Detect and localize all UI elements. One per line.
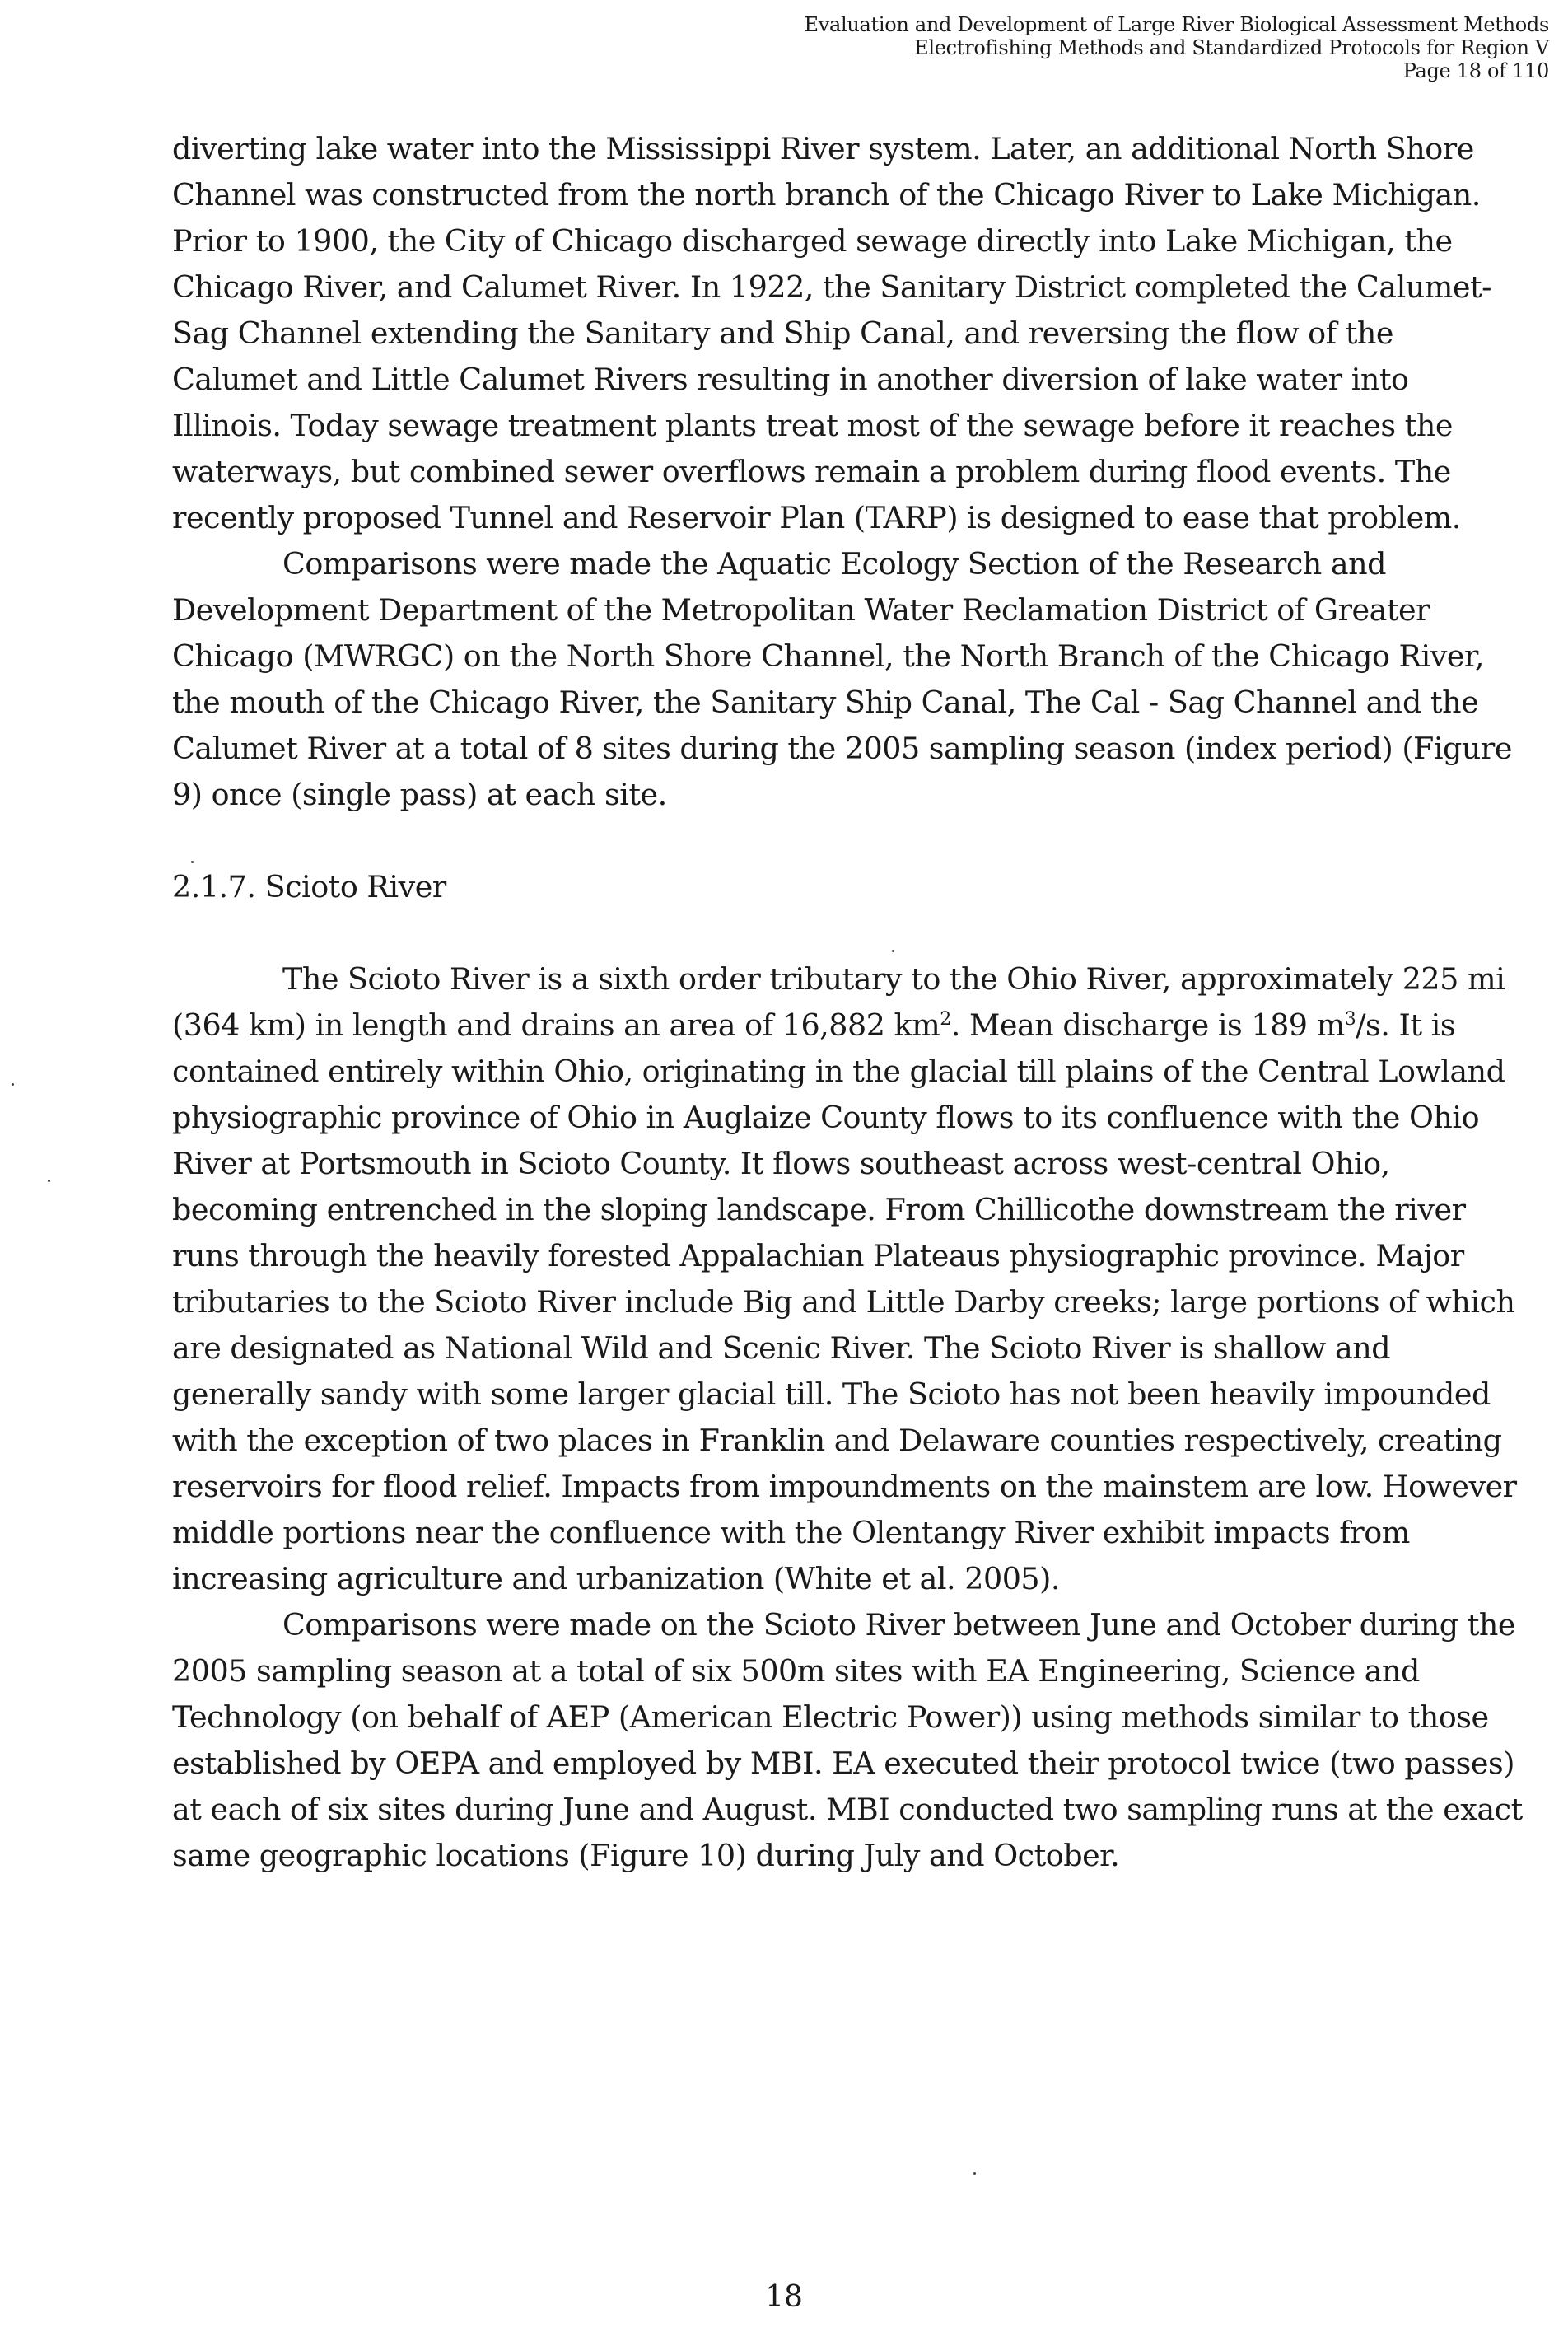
page-number: 18 — [765, 2280, 803, 2314]
scan-speck — [12, 1083, 14, 1086]
paragraph-scioto-comparisons: Comparisons were made on the Scioto River between June and October during the 2005 sampling season at a total of six 500m sites with EA Engineering, Science and Technology (on behalf of AEP (American Electric Power)) using methods similar to those established by OEPA and employed by MBI. EA executed their protocol twice (two passes) at each of six sites during June and August. MBI conducted two sampling runs at the exact same geographic locations (Figure 10) during July and October. — [172, 1607, 1523, 1873]
scan-speck — [48, 1180, 50, 1182]
header-title-line: Evaluation and Development of Large River Biological Assessment Methods — [804, 13, 1549, 36]
paragraph-scioto-description — [172, 956, 1523, 1602]
scan-speck — [191, 861, 194, 863]
section-heading-scioto: 2.1.7. Scioto River — [172, 869, 446, 904]
paragraph-chicago-history: diverting lake water into the Mississippi River system. Later, an additional North Shore Channel was constructed from the north branch of the Chicago River to Lake Michigan. Prior to 1900, the City of Chicago discharged sewage directly into Lake Michigan, the Chicago River, and Calumet River. In 1922, the Sanitary District completed the Calumet-Sag Channel extending the Sanitary and Ship Canal, and reversing the flow of the Calumet and Little Calumet Rivers resulting in another diversion of lake water into Illinois. Today sewage treatment plants treat most of the sewage before it reaches the waterways, but combined sewer overflows remain a problem during flood events. The recently proposed Tunnel and Reservoir Plan (TARP) is designed to ease that problem. — [172, 131, 1491, 535]
scioto-text-part-a: The Scioto River is a sixth order tributary to the Ohio River, approximately 225 mi (364 km) in length and drains an area of 16,882 km — [172, 961, 1505, 1043]
scan-speck — [892, 950, 894, 952]
superscript-cubed: 3 — [1344, 1009, 1356, 1030]
paragraph-mwrgc-comparisons: Comparisons were made the Aquatic Ecology Section of the Research and Development Department of the Metropolitan Water Reclamation District of Greater Chicago (MWRGC) on the North Shore Channel, the North Branch of the Chicago River, the mouth of the Chicago River, the Sanitary Ship Canal, The Cal - Sag Channel and the Calumet River at a total of 8 sites during the 2005 sampling season (index period) (Figure 9) once (single pass) at each site. — [172, 546, 1512, 812]
header-page-indicator: Page 18 of 110 — [1402, 59, 1549, 82]
running-header — [805, 13, 1550, 82]
page-body — [172, 126, 1523, 1879]
superscript-squared: 2 — [940, 1009, 951, 1030]
header-subtitle-line: Electrofishing Methods and Standardized Protocols for Region V — [914, 36, 1549, 59]
scioto-text-part-c: /s. It is contained entirely within Ohio, originating in the glacial till plains of the Central Lowland physiographic province of Ohio in Auglaize County flows to its confluence with the Ohio River at Portsmouth in Scioto County. It flows southeast across west-central Ohio, becoming entrenched in the sloping landscape. From Chillicothe downstream the river runs through the heavily forested Appalachian Plateaus physiographic province. Major tributaries to the Scioto River include Big and Little Darby creeks; large portions of which are designated as National Wild and Scenic River. The Scioto River is shallow and generally sandy with some larger glacial till. The Scioto has not been heavily impounded with the exception of two places in Franklin and Delaware counties respectively, creating reservoirs for flood relief. Impacts from impoundments on the mainstem are low. However middle portions near the confluence with the Olentangy River exhibit impacts from increasing agriculture and urbanization (White et al. 2005). — [172, 1007, 1517, 1596]
scioto-text-part-b: . Mean discharge is 189 m — [950, 1007, 1345, 1043]
scan-speck — [973, 2172, 976, 2175]
